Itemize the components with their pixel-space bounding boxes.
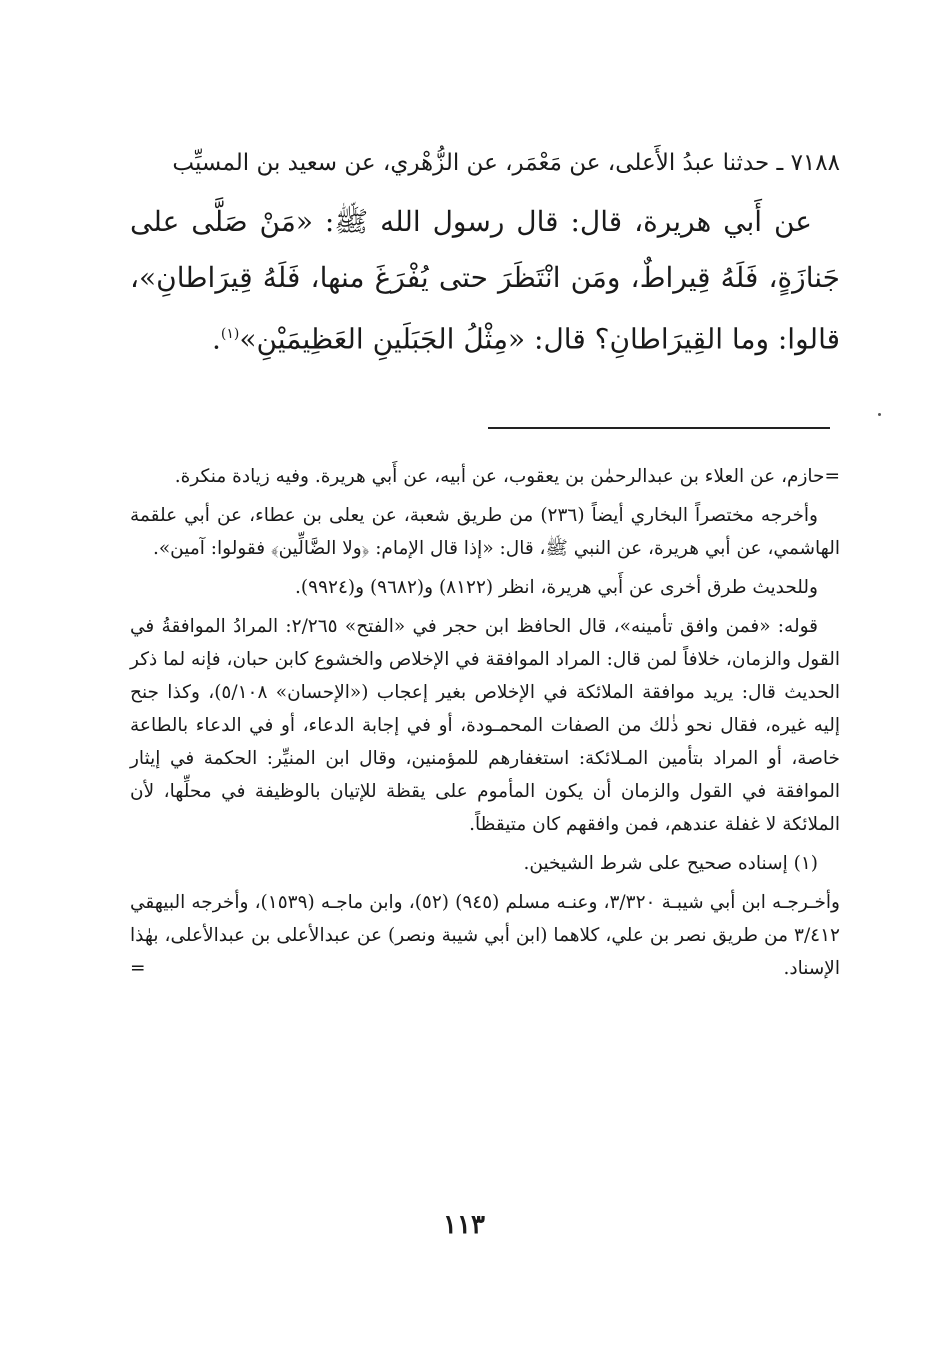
continuation-mark: = — [130, 958, 146, 979]
footnote-one-text: وأخـرجـه ابن أبي شيبـة ٣/٣٢٠، وعنـه مسلم (٩٤٥) (٥٢)، وابن ماجـه (١٥٣٩)، وأخرجه البيهقي ٣/٤١٢ من طريق نصر بن علي، كلاهما (ابن أبي شيبة ونصر) عن عبدالأعلى بن عبدالأعلى، بهٰذا الإسناد. — [130, 892, 840, 979]
main-text — [130, 140, 840, 367]
footnote-one: (١) إسناده صحيح على شرط الشيخين. — [523, 853, 818, 874]
footnote-carryover: =حازم، عن العلاء بن عبدالرحمٰن بن يعقوب، عن أبيه، عن أَبي هريرة. وفيه زيادة منكرة. — [174, 466, 840, 487]
hadith-header: ٧١٨٨ ـ حدثنا عبدُ الأَعلى، عن مَعْمَر، عن الزُّهْري، عن سعيد بن المسيِّب — [172, 150, 840, 176]
hadith-text-block — [130, 194, 840, 367]
footnotes-section — [130, 460, 840, 989]
hadith-text: عن أَبي هريرة، قال: قال رسول الله ﷺ: «مَنْ صَلَّى على جَنازَةٍ، فَلَهُ قِيراطٌ، ومَن انْتَظَرَ حتى يُفْرَغَ منها، فَلَهُ قِيرَاطانِ»، قالوا: وما القِيرَاطانِ؟ قال: «مِثْلُ الجَبَلَينِ العَظِيمَيْنِ» — [130, 205, 840, 356]
footnote-one-continued — [130, 886, 840, 985]
hadith-end-mark: . — [211, 322, 221, 356]
footnote-paragraph: وللحديث طرق أخرى عن أَبي هريرة، انظر (٨١٢٢) و(٩٦٨٢) و(٩٩٢٤). — [295, 577, 818, 598]
page-number: ١١٣ — [443, 1210, 485, 1240]
footnote-separator — [488, 427, 830, 429]
footnote-paragraph: وأخرجه مختصراً البخاري أيضاً (٢٣٦) من طريق شعبة، عن يعلى بن عطاء، عن أبي علقمة الهاشمي، عن أبي هريرة، عن النبي ﷺ، قال: «إذا قال الإمام: ﴿ولا الضَّالِّين﴾ فقولوا: آمين». — [130, 505, 840, 559]
footnote-reference: (١) — [220, 326, 240, 342]
scan-speck — [878, 413, 881, 416]
footnote-paragraph: قوله: «فمن وافق تأمينه»، قال الحافظ ابن حجر في «الفتح» ٢/٢٦٥: المرادُ الموافقةُ في القول والزمان، خلافاً لمن قال: المراد الموافقة في الإخلاص والخشوع كابن حبان، فإنه لما ذكر الحديث قال: يريد موافقة الملائكة في الإخلاص بغير إعجاب («الإحسان» ٥/١٠٨)، وكذا جنح إليه غيره، فقال نحو ذٰلك من الصفات المحمـودة، أو في إجابة الدعاء، أو في الدعاء بالطاعة خاصة، أو المراد بتأمين المـلائكة: استغفارهم للمؤمنين، وقال ابن المنيِّر: الحكمة في إيثار الموافقة في القول والزمان أن يكون المأموم على يقظة للإتيان بالوظيفة في محلِّها، لأن الملائكة لا غفلة عندهم، فمن وافقهم كان متيقظاً. — [130, 616, 840, 835]
